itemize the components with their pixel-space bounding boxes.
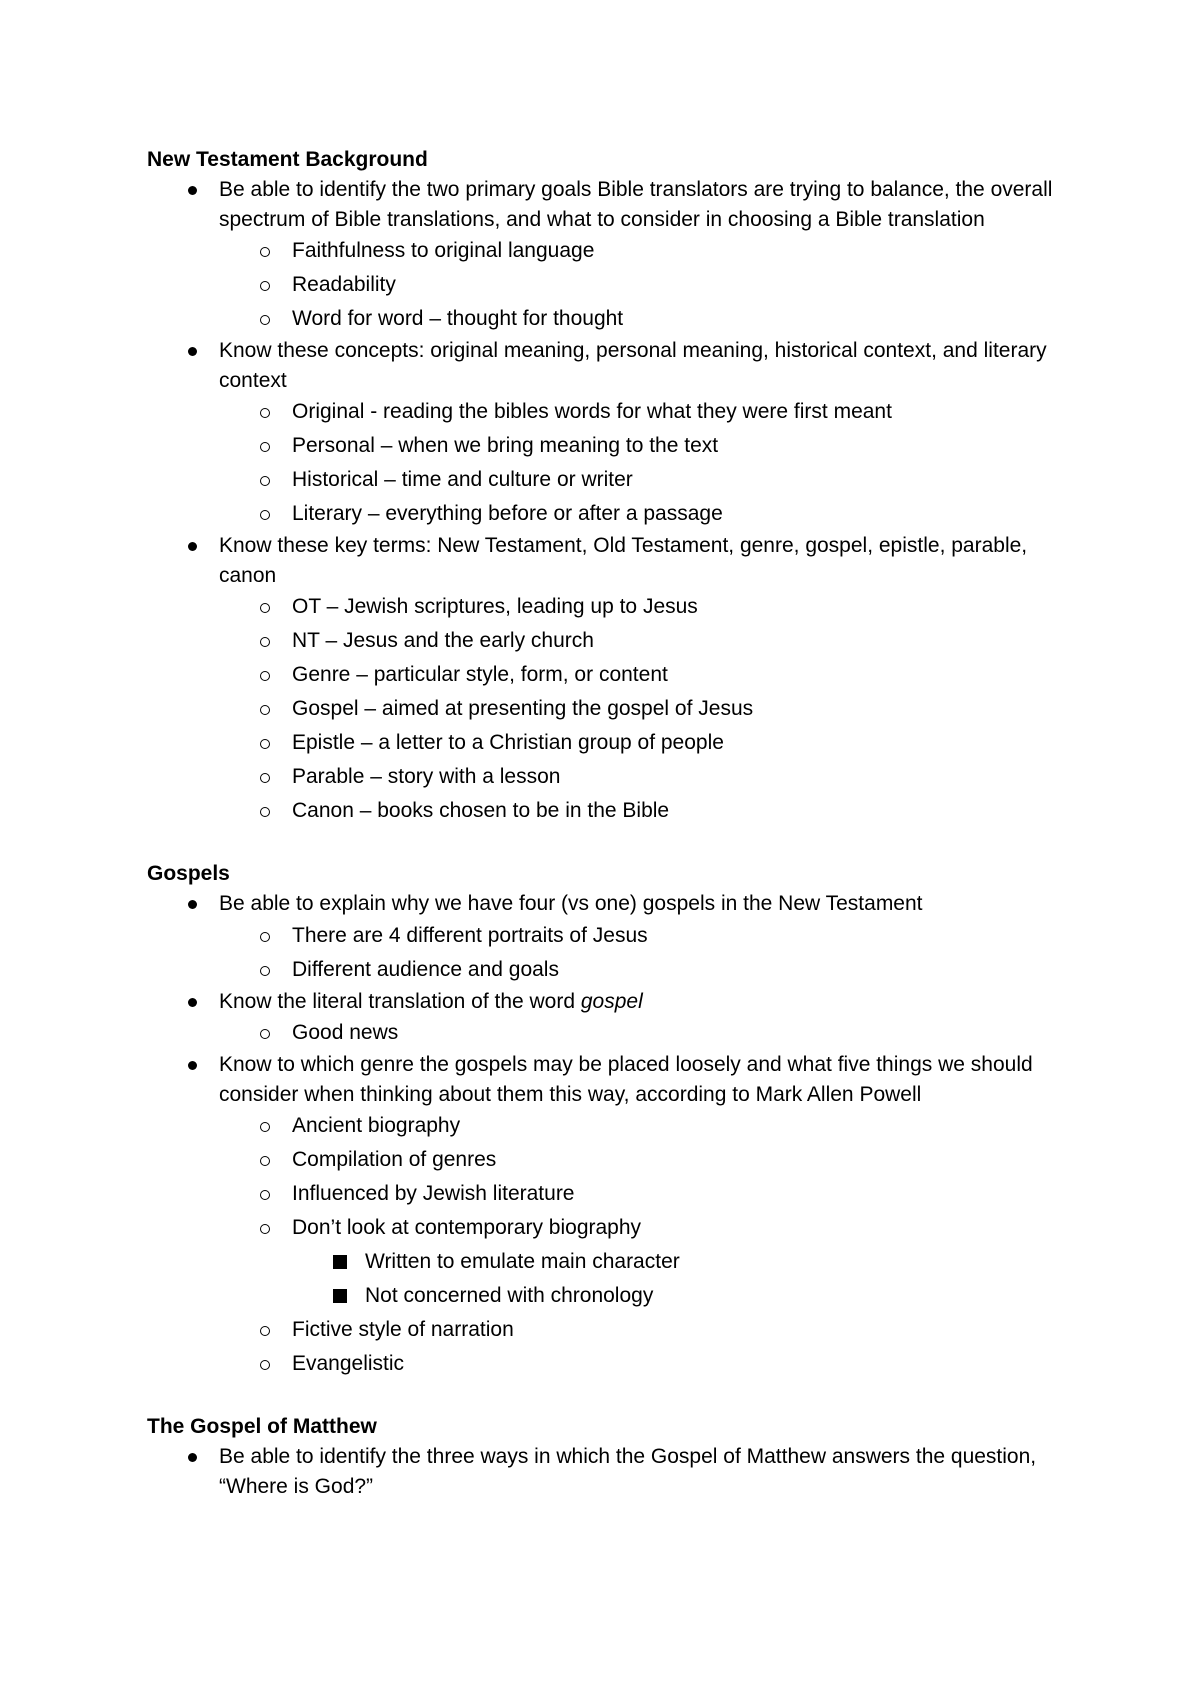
section-gospels	[147, 859, 1077, 1381]
sub-bullet-item: Faithfulness to original language	[219, 234, 1077, 268]
sub-bullet-list	[219, 395, 1077, 531]
sub-bullet-item: Readability	[219, 268, 1077, 302]
bullet-text: Be able to identify the two primary goals Bible translators are trying to balance, the overall spectrum of Bible translations, and what to consider in choosing a Bible translation	[219, 178, 1053, 231]
sub-bullet-item: Different audience and goals	[219, 953, 1077, 987]
bullet-item	[147, 889, 1077, 987]
sub-bullet-item: Historical – time and culture or writer	[219, 463, 1077, 497]
section-gospel-of-matthew	[147, 1412, 1077, 1501]
sub-bullet-item: Influenced by Jewish literature	[219, 1177, 1077, 1211]
bullet-text: Be able to identify the three ways in which the Gospel of Matthew answers the question, “Where is God?”	[219, 1445, 1037, 1498]
sub-bullet-item: Literary – everything before or after a passage	[219, 497, 1077, 531]
sub-bullet-list	[219, 234, 1077, 336]
sub-bullet-item: NT – Jesus and the early church	[219, 624, 1077, 658]
bullet-item	[147, 336, 1077, 531]
sub-bullet-item: Fictive style of narration	[219, 1313, 1077, 1347]
bullet-item	[147, 1442, 1077, 1501]
bullet-text: Know these key terms: New Testament, Old Testament, genre, gospel, epistle, parable, canon	[219, 534, 1028, 587]
bullet-list	[147, 1442, 1077, 1501]
sub-bullet-item: Good news	[219, 1016, 1077, 1050]
sub-bullet-item: Canon – books chosen to be in the Bible	[219, 794, 1077, 828]
bullet-item	[147, 987, 1077, 1051]
sub-bullet-text: Don’t look at contemporary biography	[292, 1216, 642, 1239]
sub-bullet-item: Original - reading the bibles words for what they were first meant	[219, 395, 1077, 429]
sub-sub-bullet-list	[292, 1245, 1077, 1313]
sub-bullet-list	[219, 590, 1077, 828]
bullet-item	[147, 531, 1077, 828]
bullet-text: Know these concepts: original meaning, personal meaning, historical context, and literary context	[219, 339, 1047, 392]
bullet-item	[147, 175, 1077, 336]
sub-bullet-item: Personal – when we bring meaning to the text	[219, 429, 1077, 463]
sub-bullet-item: Compilation of genres	[219, 1143, 1077, 1177]
section-new-testament-background	[147, 145, 1077, 828]
sub-bullet-list	[219, 919, 1077, 987]
sub-bullet-list	[219, 1109, 1077, 1381]
sub-sub-bullet-item: Not concerned with chronology	[292, 1279, 1077, 1313]
sub-bullet-item	[219, 1211, 1077, 1313]
bullet-text: Know to which genre the gospels may be placed loosely and what five things we should consider when thinking about them this way, according to Mark Allen Powell	[219, 1053, 1033, 1106]
bullet-text: Know the literal translation of the word	[219, 989, 581, 1013]
section-heading: Gospels	[147, 862, 230, 885]
sub-sub-bullet-item: Written to emulate main character	[292, 1245, 1077, 1279]
bullet-list	[147, 175, 1077, 828]
sub-bullet-item: Ancient biography	[219, 1109, 1077, 1143]
document-content	[147, 145, 1077, 1501]
section-heading: The Gospel of Matthew	[147, 1415, 377, 1438]
bullet-item	[147, 1050, 1077, 1381]
italic-term: gospel	[580, 989, 643, 1013]
sub-bullet-item: Parable – story with a lesson	[219, 760, 1077, 794]
sub-bullet-item: Word for word – thought for thought	[219, 302, 1077, 336]
sub-bullet-item: Epistle – a letter to a Christian group of people	[219, 726, 1077, 760]
sub-bullet-item: Evangelistic	[219, 1347, 1077, 1381]
sub-bullet-item: Gospel – aimed at presenting the gospel of Jesus	[219, 692, 1077, 726]
section-heading: New Testament Background	[147, 148, 428, 171]
bullet-list	[147, 889, 1077, 1381]
sub-bullet-list	[219, 1016, 1077, 1050]
sub-bullet-item: OT – Jewish scriptures, leading up to Jesus	[219, 590, 1077, 624]
bullet-text: Be able to explain why we have four (vs one) gospels in the New Testament	[219, 892, 923, 915]
bullet-text-with-italic	[219, 987, 1077, 1017]
sub-bullet-item: There are 4 different portraits of Jesus	[219, 919, 1077, 953]
sub-bullet-item: Genre – particular style, form, or content	[219, 658, 1077, 692]
